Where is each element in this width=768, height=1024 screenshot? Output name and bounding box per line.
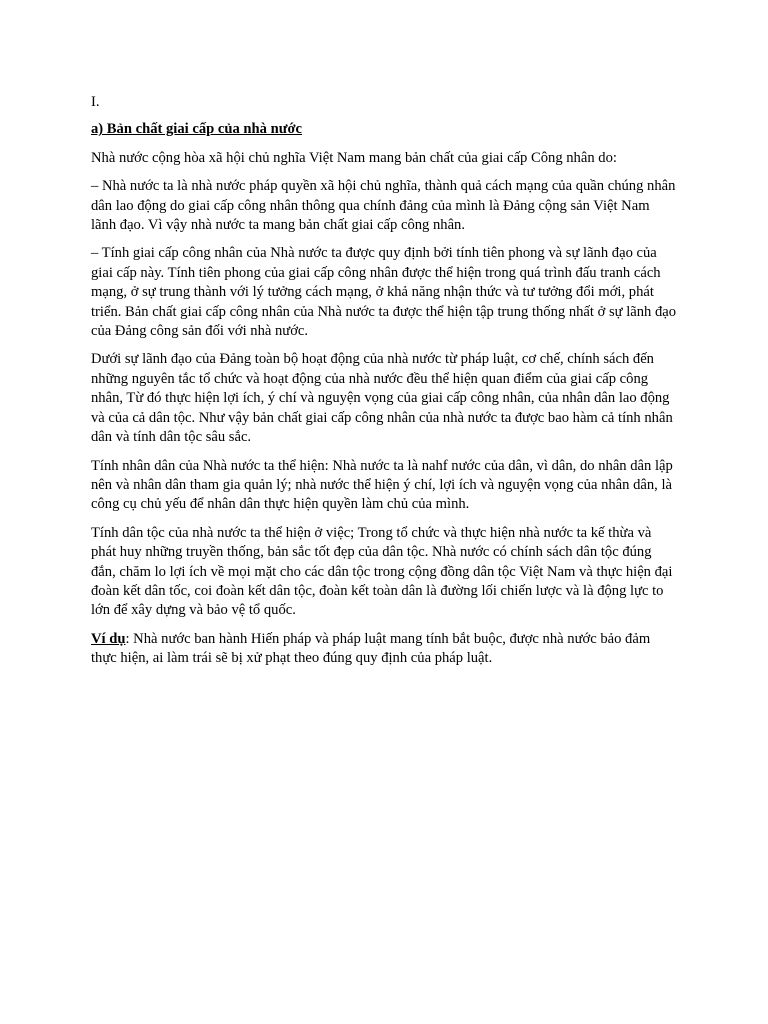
paragraph-national-nature: Tính dân tộc của nhà nước ta thể hiện ở việc; Trong tổ chức và thực hiện nhà nước ta kế thừa và phát huy những truyền thống, bản sắc tốt đẹp của dân tộc. Nhà nước có chính sách dân tộc đúng đắn, chăm lo lợi ích về mọi mặt cho các dân tộc trong cộng đồng dân tộc Việt Nam và thực hiện đại đoàn kết dân tốc, coi đoàn kết dân tộc, đoàn kết toàn dân là đường lối chiến lược và là động lực to lớn để xây dựng và bảo vệ tổ quốc. xyxy=(91,524,673,619)
example-label: Ví dụ xyxy=(91,630,126,647)
paragraph-people-nature: Tính nhân dân của Nhà nước ta thể hiện: Nhà nước ta là nahf nước của dân, vì dân, do nhân dân lập nên và nhân dân tham gia quản lý; nhà nước thể hiện ý chí, lợi ích và nguyện vọng của nhân dân, là công cụ chủ yếu để nhân dân thực hiện quyền làm chủ của mình. xyxy=(91,457,673,513)
paragraph-party-leadership: – Nhà nước ta là nhà nước pháp quyền xã hội chủ nghĩa, thành quả cách mạng của quần chúng nhân dân lao động do giai cấp công nhân thông qua chính đảng của mình là Đảng cộng sản Việt Nam lãnh đạo. Vì vậy nhà nước ta mang bản chất giai cấp công nhân. xyxy=(91,178,676,234)
section-heading xyxy=(91,120,677,139)
section-number: I. xyxy=(91,94,100,110)
paragraph-state-activities: Dưới sự lãnh đạo của Đảng toàn bộ hoạt động của nhà nước từ pháp luật, cơ chế, chính sách đến những nguyên tắc tổ chức và hoạt động của nhà nước đều thể hiện quan điểm của giai cấp công nhân, Từ đó thực hiện lợi ích, ý chí và nguyện vọng của giai cấp công nhân, của nhân dân lao động và của cả dân tộc. Như vậy bản chất giai cấp công nhân của nhà nước ta được bao hàm cả tính nhân dân và tính dân tộc sâu sắc. xyxy=(91,351,673,446)
example-text: : Nhà nước ban hành Hiến pháp và pháp luật mang tính bắt buộc, được nhà nước bảo đảm thực hiện, ai làm trái sẽ bị xử phạt theo đúng quy định của pháp luật. xyxy=(91,630,651,667)
document-page xyxy=(91,93,677,678)
heading-text: a) Bản chất giai cấp của nhà nước xyxy=(91,121,303,138)
paragraph-working-class: – Tính giai cấp công nhân của Nhà nước ta được quy định bởi tính tiên phong và sự lãnh đạo của giai cấp này. Tính tiên phong của giai cấp công nhân được thể hiện trong quá trình đấu tranh cách mạng, ở sự trung thành với lý tưởng cách mạng, ở khả năng nhận thức và tư tưởng đổi mới, phát triển. Bản chất giai cấp công nhân của Nhà nước ta được thể hiện tập trung thống nhất ở sự lãnh đạo của Đảng công sản đối với nhà nước. xyxy=(91,245,677,340)
paragraph-example xyxy=(91,630,677,669)
paragraph-intro: Nhà nước cộng hòa xã hội chủ nghĩa Việt Nam mang bản chất của giai cấp Công nhân do: xyxy=(91,149,617,166)
